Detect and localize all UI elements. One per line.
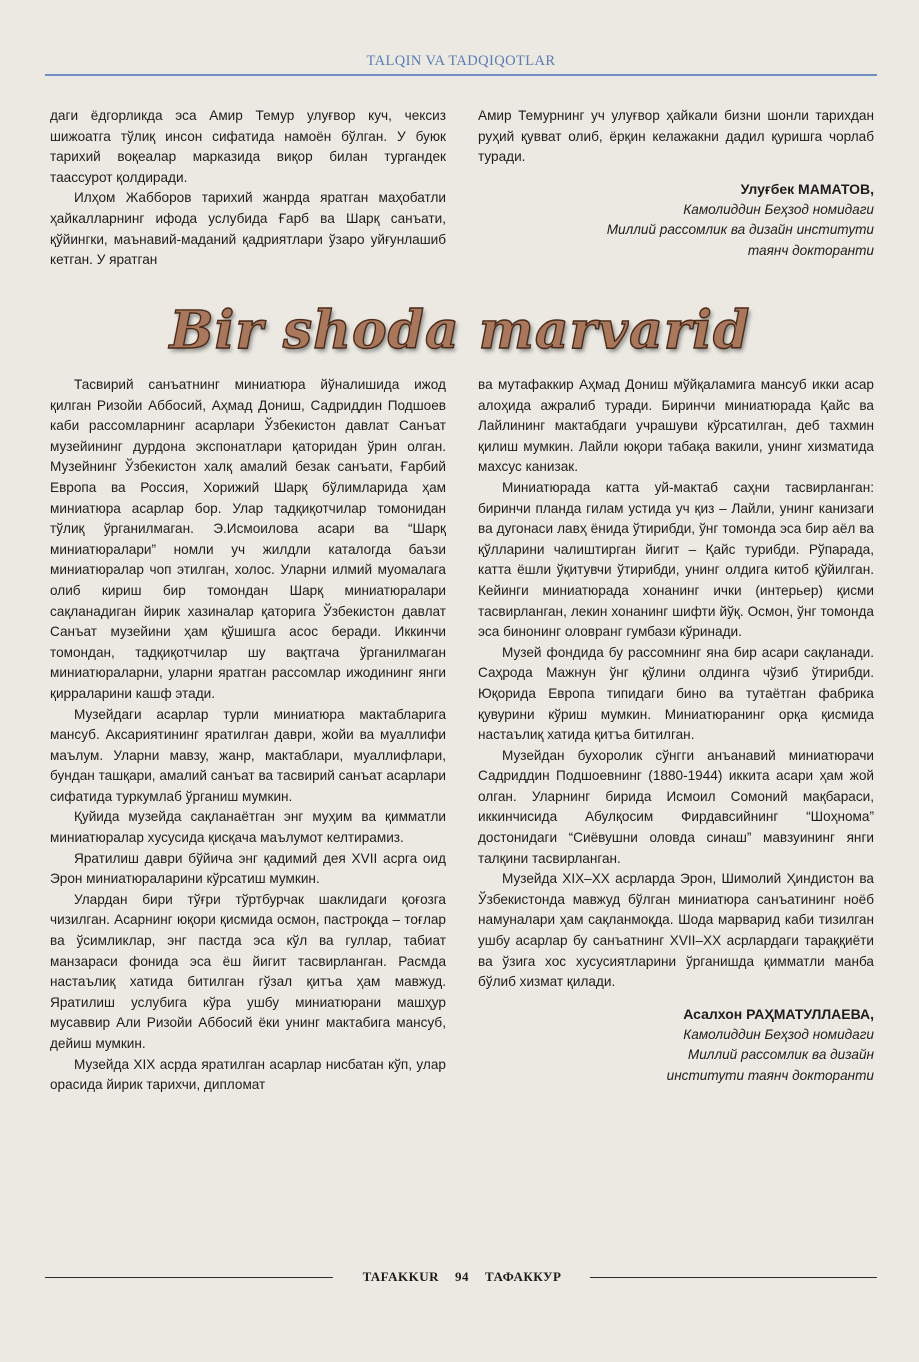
author-affiliation: Миллий рассомлик ва дизайн — [687, 1047, 874, 1063]
author-signature — [478, 178, 874, 262]
author-signature — [478, 1003, 874, 1087]
article-column-2 — [478, 375, 874, 1087]
footer-text — [340, 1266, 584, 1288]
paragraph: Музейда XIX асрда яратилган асарлар нисбатан кўп, улар орасида йирик тарихчи, дипломат — [50, 1056, 446, 1093]
author-name: Улуғбек МАМАТОВ, — [740, 180, 874, 197]
paragraph: Музейдаги асарлар турли миниатюра мактабларига мансуб. Аксариятининг яратилган даври, жойи ва муаллифи маълум. Уларни мавзу, жанр, мактаблари, муаллифлари, бундан ташқари, амалий санъат ва тасвирий санъат асарлари сифатида туркумлаб ўрганиш мумкин. — [50, 706, 446, 804]
paragraph: Музей фондида бу рассомнинг яна бир асари сақланади. Саҳрода Мажнун ўнг қўлини олдинга чўзиб ўтирибди. Юқорида Европа типидаги бино ва тутаётган фабрика қувурини кўриш мумкин. Миниатюранинг орқа қисмида настаълиқ хатида қитъа битилган. — [478, 644, 874, 743]
author-name: Асалхон РАҲМАТУЛЛАЕВА, — [683, 1005, 874, 1022]
paragraph: Улардан бири тўғри тўртбурчак шаклидаги қоғозга чизилган. Асарнинг юқори қисмида осмон, пастроқда – тоғлар ва ўсимликлар, энг пастда эса кўл ва гуллар, табиат манзараси фонида эса ёш йигит тасвирланган. Расмда настаълиқ хатида битилган гўзал қитъа ҳам мавжуд. Яратилиш услубига кўра ушбу миниатюрани машҳур мусаввир Али Ризойи Аббосий ёки унинг мактабига мансуб, дейиш мумкин. — [50, 891, 446, 1051]
paragraph: Миниатюрада катта уй-мактаб саҳни тасвирланган: биринчи планда гилам устида уч қиз – Лайли, унинг канизаги ва дугонаси лавҳ ёнида ўтирибди, ўнг томонда эса бир аёл ва қўлларини чалиштирган йигит – Қайс турибди. Рўпарада, катта ёшли ўқитувчи ўтирибди, унинг олдига китоб қўйилган. Кейинги миниатюрада хонанинг ички (интерьер) қисми тасвирланган, лекин хонанинг шифти йўқ. Осмон, ўнг томонда эса бинонинг оловранг гумбази кўринади. — [478, 479, 874, 640]
prev-article-column-1 — [50, 106, 446, 271]
paragraph: Амир Темурнинг уч улуғвор ҳайкали бизни шонли тарихдан руҳий қувват олиб, ёрқин келажакни дадил қуришга чорлаб туради. — [478, 108, 874, 165]
paragraph: Музейдан бухоролик сўнгги анъанавий миниатюрачи Садриддин Подшоевнинг (1880-1944) иккита асари ҳам жой олган. Уларнинг бирида Исмоил Сомоний мақбараси, иккинчисида Абулқосим Фирдавсийнинг “Шоҳнома” достонидаги “Сиёвушни оловда синаш” мавзуининг янги талқини тасвирланган. — [478, 747, 874, 866]
author-affiliation: таянч докторанти — [747, 242, 874, 258]
author-affiliation: институти таянч докторанти — [666, 1068, 874, 1083]
article-column-1 — [50, 375, 446, 1096]
paragraph: ва мутафаккир Аҳмад Дониш мўйқаламига мансуб икки асар алоҳида ажралиб туради. Биринчи миниатюрада Қайс ва Лайлининг мактабдаги учрашуви кўрсатилган, деб тахмин қилиш мумкин. Лайли юқори табақа вакили, унинг хизматида махсус канизак. — [478, 377, 874, 475]
article-title: Bir shoda marvarid — [169, 299, 751, 361]
footer-rule — [590, 1277, 877, 1278]
magazine-name-cyrillic: ТАФАККУР — [485, 1269, 562, 1284]
prev-article-column-2 — [478, 106, 874, 262]
paragraph: Яратилиш даври бўйича энг қадимий дея XVII асрга оид Эрон миниатюраларини кўрсатиш мумкин. — [50, 850, 446, 887]
author-affiliation: Миллий рассомлик ва дизайн институти — [606, 222, 874, 238]
header-rule — [45, 74, 877, 76]
page-number: 94 — [455, 1269, 470, 1284]
page-footer — [45, 1266, 877, 1290]
author-affiliation: Камолиддин Беҳзод номидаги — [683, 201, 874, 217]
paragraph: даги ёдгорликда эса Амир Темур улуғвор куч, чексиз шижоатга тўлиқ инсон сифатида намоён бўлган. У буюк тарихий воқеалар марказида виқор билан тургандек таассурот қолдиради. — [50, 108, 446, 185]
footer-rule — [45, 1277, 333, 1278]
article-title-banner — [150, 292, 770, 368]
magazine-name-latin: TAFAKKUR — [362, 1269, 440, 1284]
running-header — [45, 50, 877, 76]
paragraph: Музейда XIX–XX асрларда Эрон, Шимолий Ҳиндистон ва Ўзбекистонда мавжуд бўлган миниатюра санъатининг ноёб намуналари ҳам сақланмоқда. Шода марварид каби тизилган ушбу асарлар бу санъатнинг XVII–XX асрлардаги тараққиёти ва ўзига хос хусусиятларини ўрганишда қимматли манба бўлиб хизмат қилади. — [478, 871, 874, 990]
paragraph: Тасвирий санъатнинг миниатюра йўналишида ижод қилган Ризойи Аббосий, Аҳмад Дониш, Садриддин Подшоев каби рассомларнинг асарлари Ўзбекистон давлат Санъат музейининг дурдона экспонатлари қаторидан ўрин олган. Музейнинг Ўзбекистон халқ амалий безак санъати, Ғарбий Европа ва Россия, Хорижий Шарқ бўлимларида ҳам миниатюра асарлар бор. Улар тадқиқотчилар томонидан тўлиқ ўрганилмаган. Э.Исмоилова асари ва “Шарқ миниатюралари” номли уч жилдли каталогда баъзи миниатюралар чоп этилган, холос. Уларни илмий муомалага олиб кириш бир томондан Шарқ миниатюралари сақланадиган йирик хазиналар қаторига Ўзбекистон давлат Санъат музейини ҳам қўшишга асос беради. Иккинчи томондан, тадқиқотчилар шу вақтгача ўрганилмаган миниатюраларни, уларни яратган рассомлар ижодининг янги қирраларини кашф этади. — [50, 377, 446, 701]
paragraph: Қуйида музейда сақланаётган энг муҳим ва қимматли миниатюралар хусусида қисқача маълумот келтирамиз. — [50, 809, 446, 846]
section-title: TALQIN VA TADQIQOTLAR — [366, 53, 556, 69]
author-affiliation: Камолиддин Беҳзод номидаги — [683, 1026, 874, 1042]
paragraph: Илҳом Жабборов тарихий жанрда яратган маҳобатли ҳайкалларнинг ифода услубида Ғарб ва Шарқ санъати, қўйингки, маънавий-маданий қадриятлари ўзаро уйғунлашиб кетган. У яратган — [50, 190, 446, 268]
